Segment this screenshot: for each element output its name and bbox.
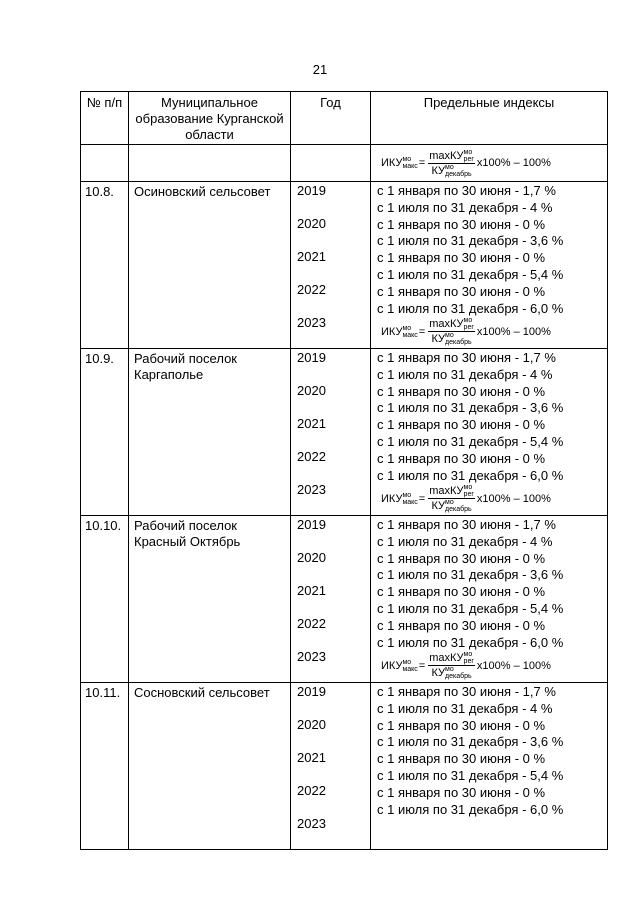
header-indices: Предельные индексы	[371, 92, 608, 145]
header-year: Год	[291, 92, 371, 145]
index-line: с 1 июля по 31 декабря - 6,0 %	[377, 300, 564, 316]
years-cell	[291, 683, 371, 850]
formula-row	[81, 145, 608, 182]
index-line: с 1 января по 30 июня - 0 %	[377, 250, 546, 266]
index-line: с 1 января по 30 июня - 0 %	[377, 283, 546, 299]
index-line: с 1 января по 30 июня - 0 %	[377, 450, 546, 466]
index-line: с 1 июля по 31 декабря - 4 %	[377, 199, 553, 215]
indices-cell	[371, 349, 608, 516]
index-line: с 1 июля по 31 декабря - 3,6 %	[377, 734, 564, 750]
formula-lhs: ИКУ	[381, 659, 403, 672]
index-line: с 1 июля по 31 декабря - 3,6 %	[377, 567, 564, 583]
indices-table	[80, 91, 608, 850]
year-value: 2021	[297, 249, 326, 264]
index-line: с 1 июля по 31 декабря - 5,4 %	[377, 600, 564, 616]
year-value: 2019	[297, 183, 326, 198]
years-cell	[291, 516, 371, 683]
formula-tail: х100% – 100%	[476, 325, 551, 338]
row-formula: ИКУ мо макс = maxКУ мо рег КУ мо декабрь х100% – 100%	[381, 651, 551, 681]
year-value: 2019	[297, 684, 326, 699]
index-line: с 1 января по 30 июня - 0 %	[377, 717, 546, 733]
year-value: 2022	[297, 449, 326, 464]
index-line: с 1 июля по 31 декабря - 6,0 %	[377, 634, 564, 650]
index-line: с 1 июля по 31 декабря - 4 %	[377, 700, 553, 716]
index-line: с 1 января по 30 июня - 1,7 %	[377, 684, 556, 699]
table-row	[81, 683, 608, 850]
municipality-name: Осиновский сельсовет	[129, 182, 291, 349]
municipality-name: Рабочий поселок Красный Октябрь	[129, 516, 291, 683]
table-header-row	[81, 92, 608, 145]
year-value: 2023	[297, 816, 326, 831]
row-number: 10.9.	[81, 349, 129, 516]
table-row	[81, 182, 608, 349]
row-number: 10.8.	[81, 182, 129, 349]
municipality-name: Сосновский сельсовет	[129, 683, 291, 850]
header-municipality: Муниципальное образование Курганской области	[129, 92, 291, 145]
year-value: 2019	[297, 350, 326, 365]
year-value: 2022	[297, 616, 326, 631]
years-cell	[291, 349, 371, 516]
row-number: 10.11.	[81, 683, 129, 850]
index-line: с 1 января по 30 июня - 0 %	[377, 751, 546, 767]
formula: ИКУ мо макс = maxКУ мо рег КУ мо декабрь х100% – 100%	[381, 148, 551, 178]
indices-cell	[371, 516, 608, 683]
index-line: с 1 января по 30 июня - 0 %	[377, 617, 546, 633]
index-line: с 1 июля по 31 декабря - 6,0 %	[377, 467, 564, 483]
indices-cell	[371, 683, 608, 850]
year-value: 2020	[297, 383, 326, 398]
year-value: 2019	[297, 517, 326, 532]
index-line: с 1 января по 30 июня - 0 %	[377, 584, 546, 600]
year-value: 2022	[297, 282, 326, 297]
index-line: с 1 января по 30 июня - 0 %	[377, 784, 546, 800]
index-line: с 1 июля по 31 декабря - 3,6 %	[377, 400, 564, 416]
years-cell	[291, 182, 371, 349]
formula-tail: х100% – 100%	[476, 659, 551, 672]
year-value: 2023	[297, 649, 326, 664]
index-line: с 1 января по 30 июня - 1,7 %	[377, 350, 556, 365]
year-value: 2023	[297, 315, 326, 330]
indices-cell	[371, 182, 608, 349]
formula-tail: х100% – 100%	[476, 157, 551, 169]
row-formula: ИКУ мо макс = maxКУ мо рег КУ мо декабрь х100% – 100%	[381, 484, 551, 514]
municipality-name: Рабочий поселок Каргаполье	[129, 349, 291, 516]
formula-tail: х100% – 100%	[476, 492, 551, 505]
index-line: с 1 января по 30 июня - 0 %	[377, 550, 546, 566]
index-line: с 1 июля по 31 декабря - 4 %	[377, 366, 553, 382]
year-value: 2020	[297, 216, 326, 231]
year-value: 2020	[297, 550, 326, 565]
formula-fraction: maxКУ мо рег КУ мо декабрь	[429, 484, 474, 514]
index-line: с 1 июля по 31 декабря - 6,0 %	[377, 801, 564, 817]
index-line: с 1 января по 30 июня - 0 %	[377, 417, 546, 433]
year-value: 2023	[297, 482, 326, 497]
formula-fraction: maxКУ мо рег КУ мо декабрь	[429, 317, 474, 347]
table-row	[81, 516, 608, 683]
year-value: 2021	[297, 583, 326, 598]
formula-lhs: ИКУ	[381, 157, 403, 169]
page-number: 21	[312, 62, 328, 77]
row-number: 10.10.	[81, 516, 129, 683]
formula-fraction: maxКУ мо рег КУ мо декабрь	[429, 651, 474, 681]
index-line: с 1 января по 30 июня - 1,7 %	[377, 183, 556, 198]
year-value: 2021	[297, 750, 326, 765]
formula-lhs: ИКУ	[381, 325, 403, 338]
index-line: с 1 июля по 31 декабря - 5,4 %	[377, 767, 564, 783]
index-line: с 1 июля по 31 декабря - 5,4 %	[377, 266, 564, 282]
formula-lhs: ИКУ	[381, 492, 403, 505]
index-line: с 1 июля по 31 декабря - 4 %	[377, 533, 553, 549]
index-line: с 1 января по 30 июня - 0 %	[377, 383, 546, 399]
row-formula: ИКУ мо макс = maxКУ мо рег КУ мо декабрь х100% – 100%	[381, 317, 551, 347]
table-row	[81, 349, 608, 516]
year-value: 2021	[297, 416, 326, 431]
index-line: с 1 июля по 31 декабря - 5,4 %	[377, 433, 564, 449]
formula-fraction: maxКУ мо рег КУ мо декабрь	[429, 148, 474, 178]
year-value: 2022	[297, 783, 326, 798]
header-num: № п/п	[81, 92, 129, 145]
index-line: с 1 июля по 31 декабря - 3,6 %	[377, 233, 564, 249]
table-body	[81, 182, 608, 850]
index-line: с 1 января по 30 июня - 0 %	[377, 216, 546, 232]
index-line: с 1 января по 30 июня - 1,7 %	[377, 517, 556, 532]
year-value: 2020	[297, 717, 326, 732]
